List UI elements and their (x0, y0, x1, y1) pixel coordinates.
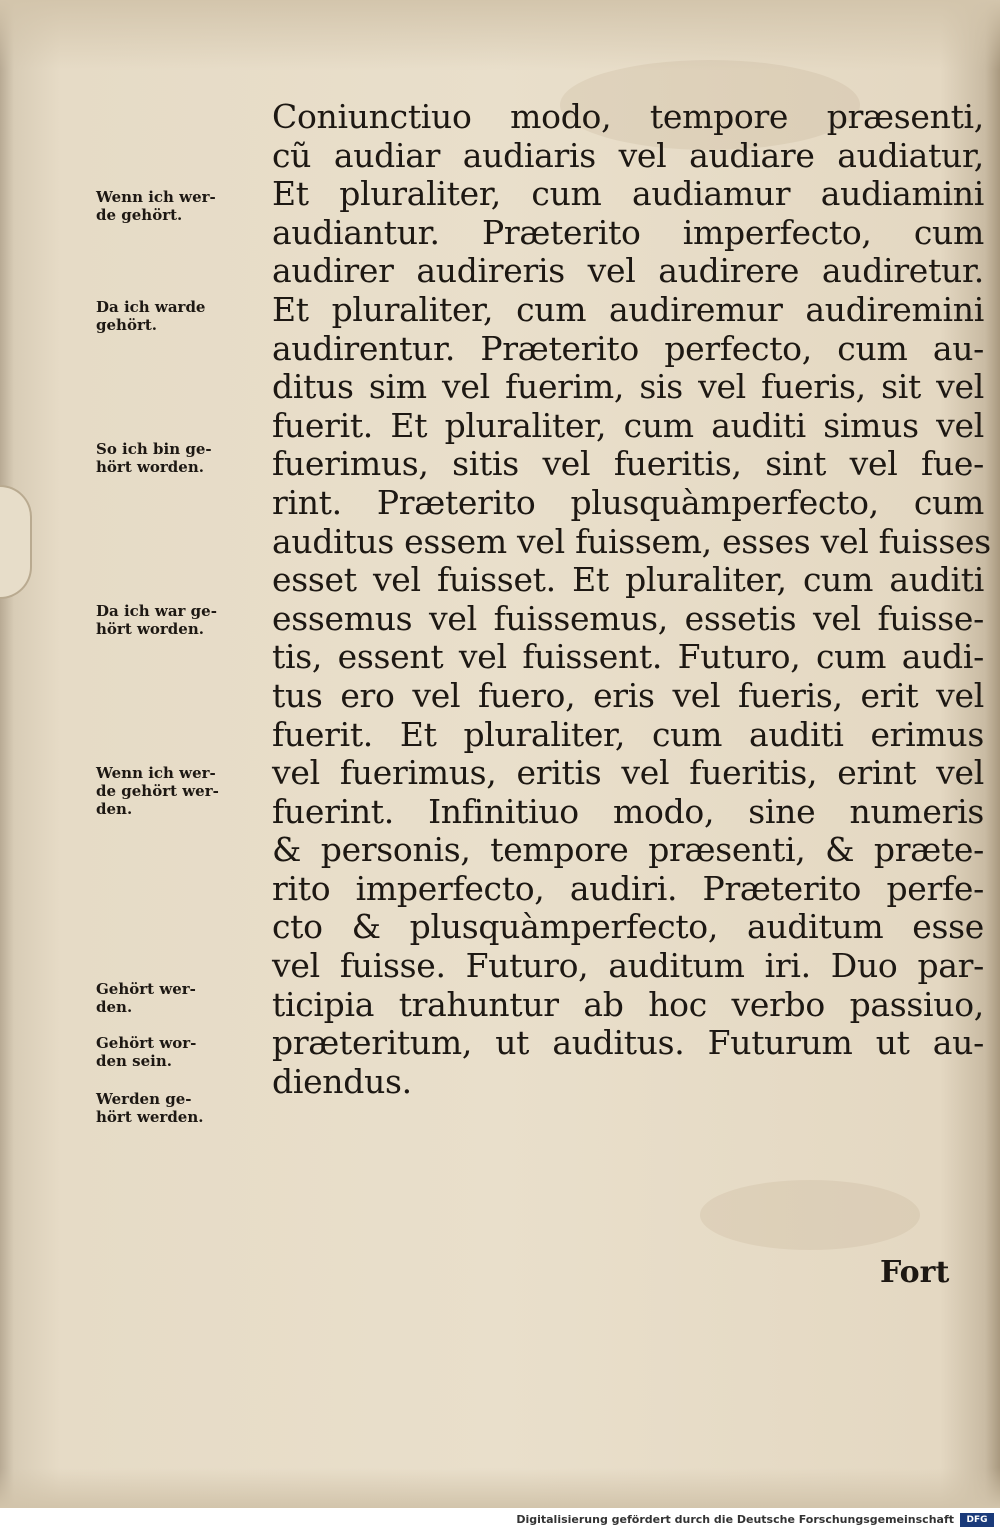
text-line: rint. Præterito plusquàmperfecto, cum (272, 482, 984, 522)
text-line: diendus. (272, 1061, 412, 1101)
margin-note: Wenn ich wer- de gehört. (96, 188, 216, 224)
margin-note: Gehört wor- den sein. (96, 1034, 197, 1070)
text-line: & personis, tempore præsenti, & præte- (272, 830, 984, 870)
text-line: tus ero vel fuero, eris vel fueris, erit vel (272, 675, 984, 715)
text-line: ditus sim vel fuerim, sis vel fueris, sit vel (272, 367, 984, 407)
text-line: auditus essem vel fuissem, esses vel fuisses (272, 521, 991, 561)
text-line: vel fuerimus, eritis vel fueritis, erint vel (272, 753, 984, 793)
page-edge-tab (0, 485, 32, 599)
margin-note: Wenn ich wer- de gehört wer- den. (96, 764, 219, 818)
margin-note: Gehört wer- den. (96, 980, 196, 1016)
text-line: ticipia trahuntur ab hoc verbo passiuo, (272, 984, 984, 1024)
catchword: Fort (880, 1255, 950, 1290)
digitization-footer (0, 1508, 1000, 1532)
text-line: esset vel fuisset. Et pluraliter, cum auditi (272, 560, 984, 600)
text-line: cũ audiar audiaris vel audiare audiatur, (272, 135, 984, 175)
text-line: Et pluraliter, cum audiamur audiamini (272, 174, 984, 214)
text-line: audirer audireris vel audirere audiretur. (272, 251, 984, 291)
text-line: tis, essent vel fuissent. Futuro, cum audi- (272, 637, 984, 677)
text-line: audiantur. Præterito imperfecto, cum (272, 212, 984, 252)
main-text-block (272, 97, 991, 1101)
dfg-logo-icon: DFG (960, 1513, 994, 1527)
margin-note: Da ich war ge- hört worden. (96, 602, 217, 638)
text-line: audirentur. Præterito perfecto, cum au- (272, 328, 984, 368)
text-line: cto & plusquàmperfecto, auditum esse (272, 907, 984, 947)
text-line: præteritum, ut auditus. Futurum ut au- (272, 1023, 984, 1063)
text-line: fuerimus, sitis vel fueritis, sint vel fue- (272, 444, 984, 484)
text-line: fuerit. Et pluraliter, cum auditi simus vel (272, 405, 984, 445)
text-line: vel fuisse. Futuro, auditum iri. Duo par- (272, 946, 984, 986)
margin-note: Da ich warde gehört. (96, 298, 206, 334)
margin-note: So ich bin ge- hört worden. (96, 440, 212, 476)
text-line: fuerit. Et pluraliter, cum auditi erimus (272, 714, 984, 754)
text-line: essemus vel fuissemus, essetis vel fuisse- (272, 598, 984, 638)
text-line: rito imperfecto, audiri. Præterito perfe- (272, 868, 984, 908)
text-line: Et pluraliter, cum audiremur audiremini (272, 289, 984, 329)
text-line: Coniunctiuo modo, tempore præsenti, (272, 97, 984, 136)
text-line: fuerint. Infinitiuo modo, sine numeris (272, 791, 984, 831)
margin-note: Werden ge- hört werden. (96, 1090, 204, 1126)
paper-stain (700, 1180, 920, 1250)
digitization-note: Digitalisierung gefördert durch die Deutsche Forschungsgemeinschaft (516, 1513, 954, 1526)
